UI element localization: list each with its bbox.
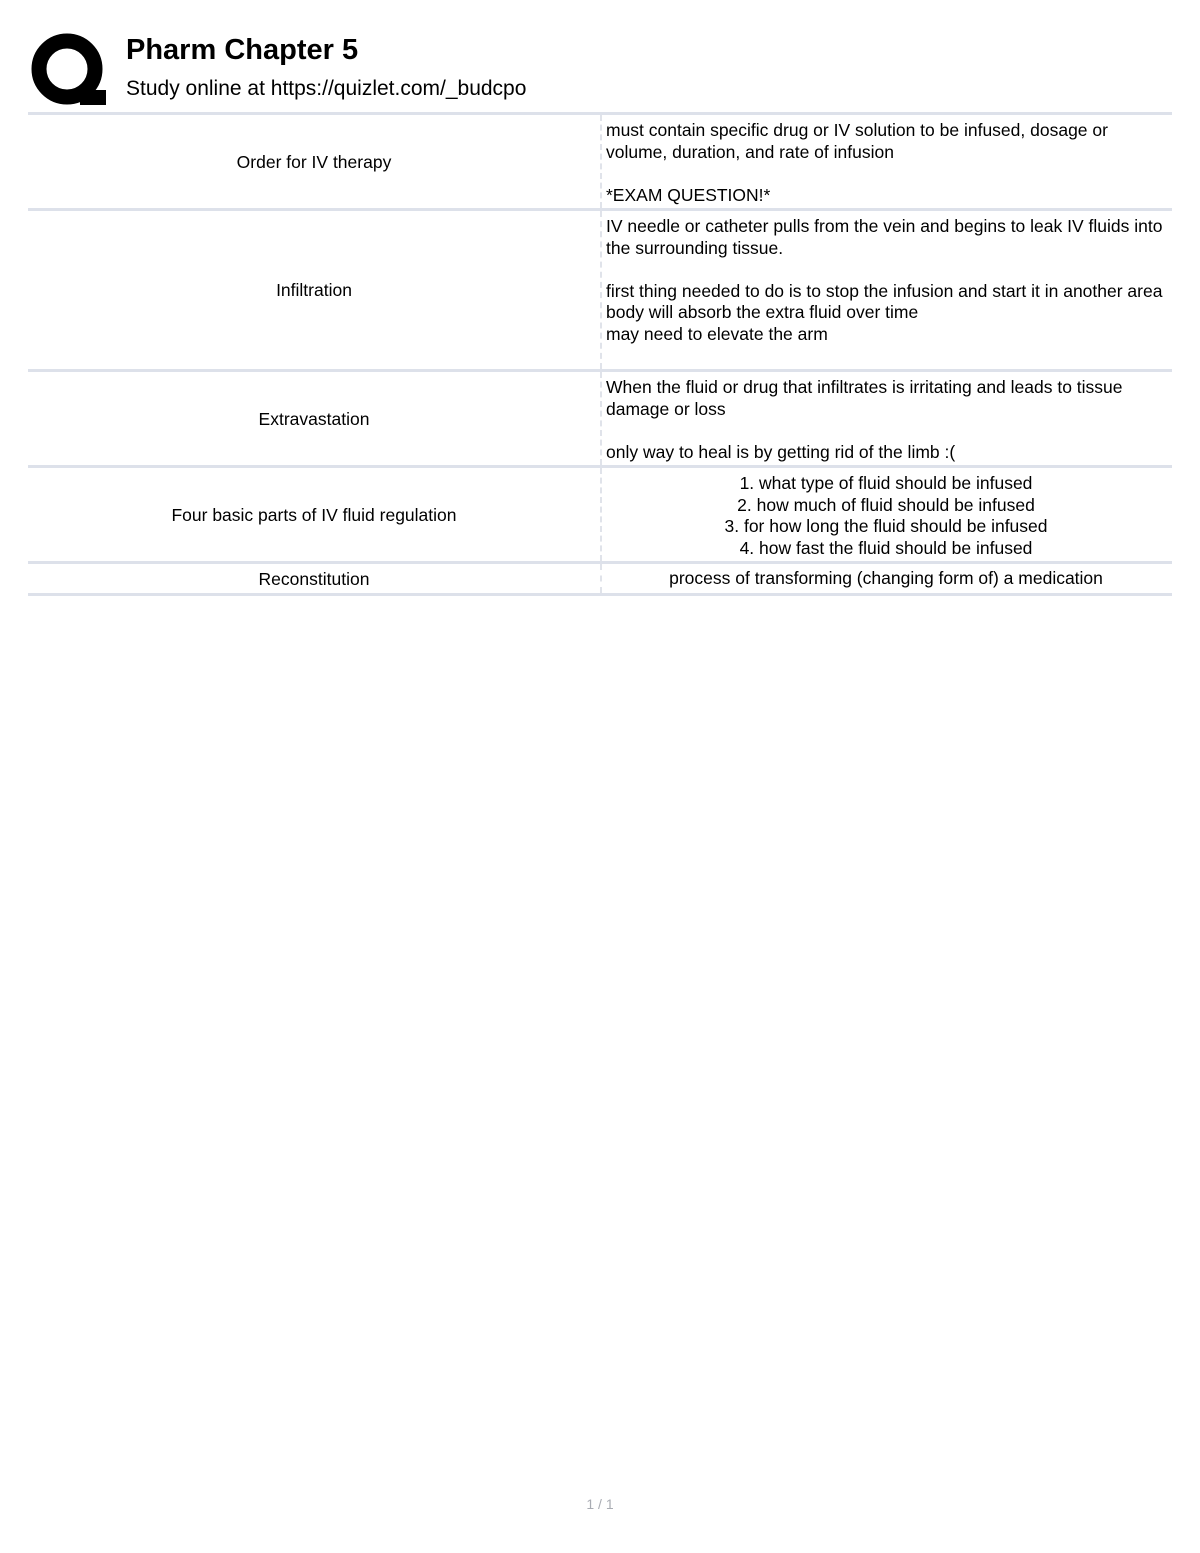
- flashcard-row: [28, 115, 1172, 211]
- flashcard-row: [28, 564, 1172, 596]
- flashcard-table: [28, 112, 1172, 596]
- card-definition: [600, 468, 1172, 561]
- card-definition-text: When the fluid or drug that infiltrates is irritating and leads to tissue damage or loss only way to heal is by getting rid of the limb :(: [606, 377, 1123, 462]
- page-number: 1 / 1: [586, 1496, 614, 1512]
- card-definition: [600, 115, 1172, 208]
- card-definition-text: must contain specific drug or IV solution to be infused, dosage or volume, duration, and rate of infusion *EXAM QUESTION!*: [606, 120, 1108, 205]
- page-header: [28, 28, 1172, 112]
- card-definition-text: 1. what type of fluid should be infused 2. how much of fluid should be infused 3. for how long the fluid should be infused 4. how fast the fluid should be infused: [724, 473, 1048, 558]
- quizlet-logo-icon: [30, 32, 108, 110]
- card-definition: [600, 564, 1172, 593]
- page-title: Pharm Chapter 5: [126, 34, 359, 66]
- card-term: Order for IV therapy: [236, 151, 392, 172]
- flashcard-row: [28, 372, 1172, 468]
- card-term: Four basic parts of IV fluid regulation: [171, 504, 457, 525]
- card-definition: [600, 372, 1172, 465]
- card-term: Extravastation: [258, 408, 370, 429]
- card-definition-text: IV needle or catheter pulls from the vein and begins to leak IV fluids into the surrounding tissue. first thing needed to do is to stop the infusion and start it in another area body will absorb the extra fluid over time may need to elevate the arm: [606, 216, 1163, 344]
- study-online-link[interactable]: Study online at https://quizlet.com/_budcpo: [126, 77, 527, 100]
- card-term: Infiltration: [276, 280, 352, 300]
- card-definition-text: process of transforming (changing form of) a medication: [669, 568, 1103, 588]
- flashcard-row: [28, 468, 1172, 564]
- flashcard-row: [28, 211, 1172, 372]
- card-definition: [600, 211, 1172, 369]
- card-term: Reconstitution: [258, 568, 370, 589]
